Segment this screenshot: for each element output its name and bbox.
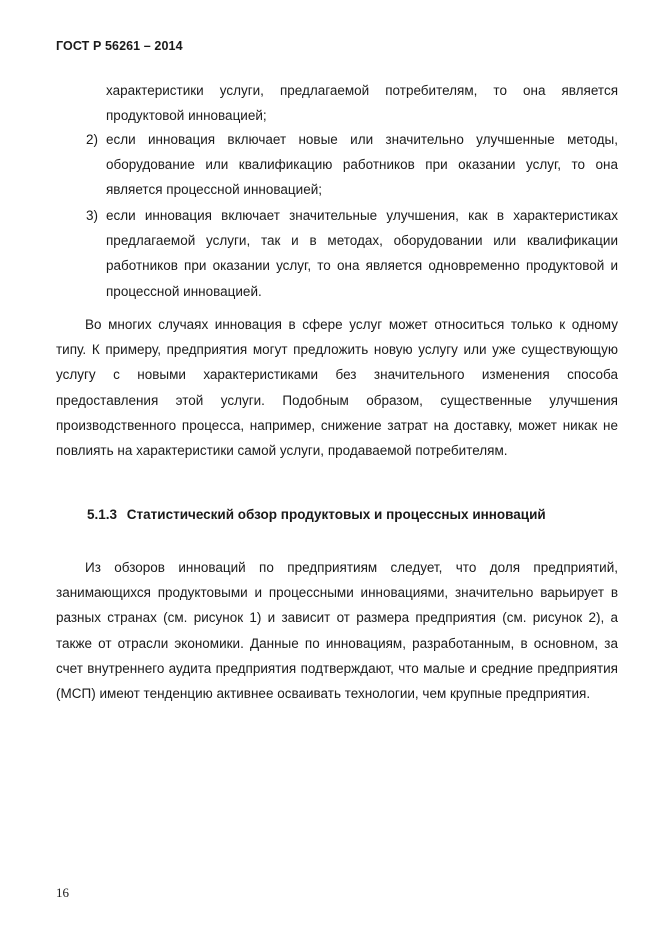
list-item-text: если инновация включает значительные улучшения, как в характеристиках предлагаемой услуги, так и в методах, оборудовании или квалификации работников при оказании услуг, то она является одновременно продуктовой и процессной инновацией. bbox=[106, 208, 618, 299]
list-item-text: если инновация включает новые или значительно улучшенные методы, оборудование или квалификацию работников при оказании услуг, то она является процессной инновацией; bbox=[106, 132, 618, 198]
section-heading bbox=[87, 507, 546, 522]
list-item-continuation: характеристики услуги, предлагаемой потребителям, то она является продуктовой инновацией; bbox=[106, 83, 618, 124]
list-item-number: 3) bbox=[86, 208, 99, 223]
section-title: Статистический обзор продуктовых и процессных инноваций bbox=[126, 507, 546, 522]
section-number: 5.1.3 bbox=[87, 507, 118, 522]
page-number: 16 bbox=[56, 885, 69, 900]
document-header: ГОСТ Р 56261 – 2014 bbox=[56, 39, 183, 53]
list-item bbox=[86, 127, 618, 203]
body-paragraph: Из обзоров инноваций по предприятиям следует, что доля предприятий, занимающихся продуктовыми и процессными инновациями, значительно варьирует в разных странах (см. рисунок 1) и зависит от размера предприятия (см. рисунок 2), а также от отрасли экономики. Данные по инновациям, разработанным, в основном, за счет внутреннего аудита предприятия подтверждают, что малые и средние предприятия (МСП) имеют тенденцию активнее осваивать технологии, чем крупные предприятия. bbox=[56, 560, 618, 702]
list-item-number: 2) bbox=[86, 132, 99, 147]
body-paragraph: Во многих случаях инновация в сфере услуг может относиться только к одному типу. К примеру, предприятия могут предложить новую услугу или уже существующую услугу с новыми характеристиками без значительного изменения способа предоставления этой услуги. Подобным образом, существенные улучшения производственного процесса, например, снижение затрат на доставку, может никак не повлиять на характеристики самой услуги, продаваемой потребителям. bbox=[56, 317, 618, 459]
list-item bbox=[86, 203, 618, 304]
